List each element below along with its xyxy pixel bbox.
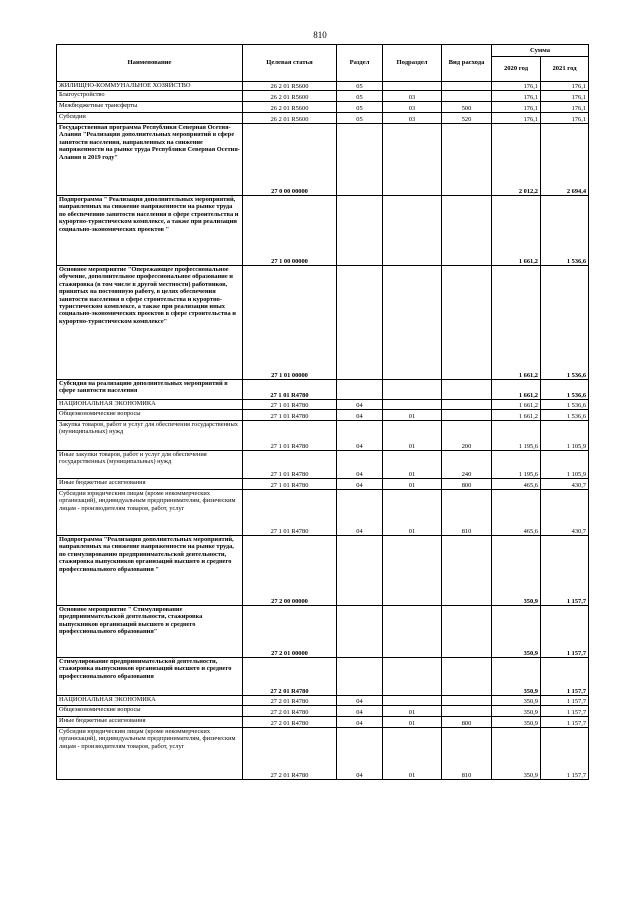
row-sum-2021: 1 536,6: [541, 410, 589, 421]
row-sum-2021: 430,7: [541, 490, 589, 536]
row-name: Субсидии: [57, 113, 243, 124]
row-sum-2021: 1 157,7: [541, 728, 589, 780]
row-expense-type: [442, 606, 492, 658]
row-name: Основное мероприятие "Опережающее профессиональное обучение, дополнительное профессиональное образование и стажировка (в том числе в другой местности) работников, принятых на постоянную работу, в целях обеспечения занятости населения в сфере строительства и курортно-туристическом комплексе, а также при реализации иных социально-экономических проектов в сфере строительства и курортно-туристическом комплексе": [57, 266, 243, 380]
row-target-article: 26 2 01 R5600: [243, 113, 337, 124]
row-subsection: 01: [383, 717, 442, 728]
table-row: [57, 410, 589, 421]
row-sum-2021: 176,1: [541, 113, 589, 124]
row-section: 05: [337, 102, 383, 113]
table-row: [57, 606, 589, 658]
row-name: Закупка товаров, работ и услуг для обеспечения государственных (муниципальных) нужд: [57, 421, 243, 451]
row-section: 04: [337, 696, 383, 706]
row-expense-type: [442, 196, 492, 266]
row-subsection: 01: [383, 490, 442, 536]
row-sum-2021: 1 536,6: [541, 400, 589, 410]
row-expense-type: 520: [442, 113, 492, 124]
row-name: Подпрограмма "Реализация дополнительных мероприятий, направленных на снижение напряженности на рынке труда, по стимулированию предпринимательской деятельности, стажировка выпускников организаций высшего и среднего профессионального образования ": [57, 536, 243, 606]
row-section: 04: [337, 479, 383, 490]
row-expense-type: [442, 266, 492, 380]
row-sum-2020: 465,6: [492, 479, 541, 490]
row-sum-2021: 1 536,6: [541, 380, 589, 400]
table-row: [57, 728, 589, 780]
row-subsection: 01: [383, 451, 442, 479]
row-target-article: 27 1 01 R4780: [243, 451, 337, 479]
row-sum-2020: 176,1: [492, 102, 541, 113]
row-target-article: 27 1 01 R4780: [243, 400, 337, 410]
row-subsection: 01: [383, 421, 442, 451]
row-sum-2020: 350,9: [492, 728, 541, 780]
row-name: Подпрограмма " Реализация дополнительных мероприятий, направленных на снижение напряженности на рынке труда по обеспечению занятости населения в сфере строительства и курортно-туристическом комплексе, а также при реализации социально-экономических проектов ": [57, 196, 243, 266]
header-name: Наименование: [57, 45, 243, 82]
header-year-2020: 2020 год: [492, 57, 541, 82]
row-expense-type: 800: [442, 717, 492, 728]
table-row: [57, 706, 589, 717]
row-subsection: [383, 196, 442, 266]
row-section: 05: [337, 91, 383, 102]
row-sum-2021: 1 536,6: [541, 196, 589, 266]
table-row: [57, 113, 589, 124]
table-row: [57, 490, 589, 536]
row-subsection: [383, 380, 442, 400]
row-section: 04: [337, 410, 383, 421]
row-sum-2020: 465,6: [492, 490, 541, 536]
header-target-article: Целевая статья: [243, 45, 337, 82]
row-expense-type: 200: [442, 421, 492, 451]
row-subsection: [383, 658, 442, 696]
row-target-article: 27 2 01 R4780: [243, 706, 337, 717]
row-sum-2021: 430,7: [541, 479, 589, 490]
row-sum-2020: 350,9: [492, 658, 541, 696]
row-target-article: 27 1 01 R4780: [243, 479, 337, 490]
row-sum-2020: 1 195,6: [492, 421, 541, 451]
row-sum-2021: 1 536,6: [541, 266, 589, 380]
row-subsection: 03: [383, 102, 442, 113]
row-sum-2021: 1 105,9: [541, 421, 589, 451]
row-target-article: 27 0 00 00000: [243, 124, 337, 196]
row-expense-type: 810: [442, 728, 492, 780]
row-subsection: [383, 82, 442, 91]
row-section: [337, 196, 383, 266]
row-name: Благоустройство: [57, 91, 243, 102]
table-row: [57, 380, 589, 400]
table-row: [57, 421, 589, 451]
row-target-article: 27 1 01 R4780: [243, 380, 337, 400]
page-number: 810: [313, 30, 327, 40]
row-subsection: [383, 124, 442, 196]
row-sum-2020: 1 661,2: [492, 266, 541, 380]
table-row: [57, 451, 589, 479]
row-sum-2020: 350,9: [492, 717, 541, 728]
table-row: [57, 717, 589, 728]
row-target-article: 27 2 01 R4780: [243, 728, 337, 780]
row-name: Иные закупки товаров, работ и услуг для обеспечения государственных (муниципальных) нужд: [57, 451, 243, 479]
row-name: Общеэкономические вопросы: [57, 410, 243, 421]
row-sum-2021: 1 157,7: [541, 696, 589, 706]
header-subsection: Подраздел: [383, 45, 442, 82]
row-name: Субсидия на реализацию дополнительных мероприятий в сфере занятости населения: [57, 380, 243, 400]
row-target-article: 27 1 01 00000: [243, 266, 337, 380]
row-section: 04: [337, 717, 383, 728]
row-sum-2020: 176,1: [492, 113, 541, 124]
row-subsection: 01: [383, 706, 442, 717]
table-row: [57, 196, 589, 266]
row-sum-2021: 1 105,9: [541, 451, 589, 479]
row-section: [337, 380, 383, 400]
row-sum-2020: 176,1: [492, 91, 541, 102]
table-row: [57, 400, 589, 410]
row-sum-2020: 350,9: [492, 536, 541, 606]
header-sum: Сумма: [492, 45, 589, 57]
row-section: 04: [337, 728, 383, 780]
row-sum-2020: 1 661,2: [492, 400, 541, 410]
row-sum-2021: 1 157,7: [541, 706, 589, 717]
row-subsection: [383, 536, 442, 606]
row-sum-2021: 1 157,7: [541, 658, 589, 696]
row-subsection: 01: [383, 479, 442, 490]
row-sum-2020: 350,9: [492, 696, 541, 706]
row-name: Общеэкономические вопросы: [57, 706, 243, 717]
budget-table: [56, 44, 589, 780]
table-row: [57, 266, 589, 380]
row-expense-type: [442, 536, 492, 606]
row-target-article: 27 2 01 R4780: [243, 696, 337, 706]
table-row: [57, 102, 589, 113]
row-subsection: 01: [383, 728, 442, 780]
row-expense-type: 810: [442, 490, 492, 536]
row-target-article: 26 2 01 R5600: [243, 91, 337, 102]
row-sum-2020: 176,1: [492, 82, 541, 91]
table-row: [57, 82, 589, 91]
row-expense-type: 500: [442, 102, 492, 113]
table-row: [57, 536, 589, 606]
table-row: [57, 658, 589, 696]
row-subsection: 03: [383, 113, 442, 124]
header-expense-type: Вид расхода: [442, 45, 492, 82]
row-expense-type: [442, 82, 492, 91]
row-expense-type: 240: [442, 451, 492, 479]
header-section: Раздел: [337, 45, 383, 82]
row-sum-2020: 1 195,6: [492, 451, 541, 479]
row-sum-2021: 1 157,7: [541, 717, 589, 728]
row-target-article: 27 2 01 00000: [243, 606, 337, 658]
row-expense-type: [442, 410, 492, 421]
row-sum-2020: 1 661,2: [492, 410, 541, 421]
row-target-article: 27 1 01 R4780: [243, 490, 337, 536]
row-sum-2020: 350,9: [492, 606, 541, 658]
row-section: 04: [337, 451, 383, 479]
row-section: [337, 266, 383, 380]
row-section: 05: [337, 113, 383, 124]
row-sum-2021: 176,1: [541, 102, 589, 113]
row-expense-type: [442, 124, 492, 196]
header-year-2021: 2021 год: [541, 57, 589, 82]
row-expense-type: [442, 706, 492, 717]
row-section: 04: [337, 421, 383, 451]
row-subsection: [383, 696, 442, 706]
row-subsection: 01: [383, 410, 442, 421]
row-sum-2020: 1 661,2: [492, 196, 541, 266]
row-target-article: 27 1 01 R4780: [243, 421, 337, 451]
row-section: 04: [337, 400, 383, 410]
row-expense-type: [442, 696, 492, 706]
row-expense-type: [442, 91, 492, 102]
row-section: 05: [337, 82, 383, 91]
row-section: [337, 658, 383, 696]
row-subsection: 03: [383, 91, 442, 102]
row-sum-2021: 2 694,4: [541, 124, 589, 196]
row-expense-type: [442, 658, 492, 696]
row-target-article: 27 2 01 R4780: [243, 717, 337, 728]
row-name: НАЦИОНАЛЬНАЯ ЭКОНОМИКА: [57, 400, 243, 410]
row-expense-type: [442, 380, 492, 400]
row-target-article: 27 1 00 00000: [243, 196, 337, 266]
row-subsection: [383, 400, 442, 410]
row-name: Основное мероприятие " Стимулирование предпринимательской деятельности, стажировка выпускников организаций высшего и среднего профессионального образования": [57, 606, 243, 658]
row-subsection: [383, 606, 442, 658]
row-target-article: 27 2 01 R4780: [243, 658, 337, 696]
row-name: Иные бюджетные ассигнования: [57, 479, 243, 490]
row-expense-type: [442, 400, 492, 410]
row-expense-type: 800: [442, 479, 492, 490]
row-section: [337, 606, 383, 658]
row-name: Государственная программа Республики Северная Осетия-Алания "Реализация дополнительных мероприятий в сфере занятости населения, направленных на снижение напряженности на рынке труда Республики Северная Осетия-Алания в 2019 году": [57, 124, 243, 196]
row-sum-2021: 1 157,7: [541, 606, 589, 658]
row-target-article: 26 2 01 R5600: [243, 102, 337, 113]
table-row: [57, 124, 589, 196]
table-row: [57, 696, 589, 706]
row-name: НАЦИОНАЛЬНАЯ ЭКОНОМИКА: [57, 696, 243, 706]
row-sum-2021: 176,1: [541, 82, 589, 91]
table-row: [57, 479, 589, 490]
row-sum-2020: 1 661,2: [492, 380, 541, 400]
row-section: 04: [337, 706, 383, 717]
row-name: Субсидии юридическим лицам (кроме некоммерческих организаций), индивидуальным предпринимателям, физическим лицам - производителям товаров, работ, услуг: [57, 490, 243, 536]
row-sum-2021: 1 157,7: [541, 536, 589, 606]
row-name: Стимулирование предпринимательской деятельности, стажировка выпускников организаций высшего и среднего профессионального образования: [57, 658, 243, 696]
row-sum-2020: 350,9: [492, 706, 541, 717]
table-row: [57, 91, 589, 102]
row-sum-2020: 2 012,2: [492, 124, 541, 196]
row-sum-2021: 176,1: [541, 91, 589, 102]
row-name: Иные бюджетные ассигнования: [57, 717, 243, 728]
row-target-article: 27 1 01 R4780: [243, 410, 337, 421]
row-name: Межбюджетные трансферты: [57, 102, 243, 113]
row-name: ЖИЛИЩНО-КОММУНАЛЬНОЕ ХОЗЯЙСТВО: [57, 82, 243, 91]
row-target-article: 27 2 00 00000: [243, 536, 337, 606]
row-section: 04: [337, 490, 383, 536]
row-section: [337, 124, 383, 196]
row-name: Субсидии юридическим лицам (кроме некоммерческих организаций), индивидуальным предпринимателям, физическим лицам - производителям товаров, работ, услуг: [57, 728, 243, 780]
row-subsection: [383, 266, 442, 380]
row-target-article: 26 2 01 R5600: [243, 82, 337, 91]
row-section: [337, 536, 383, 606]
